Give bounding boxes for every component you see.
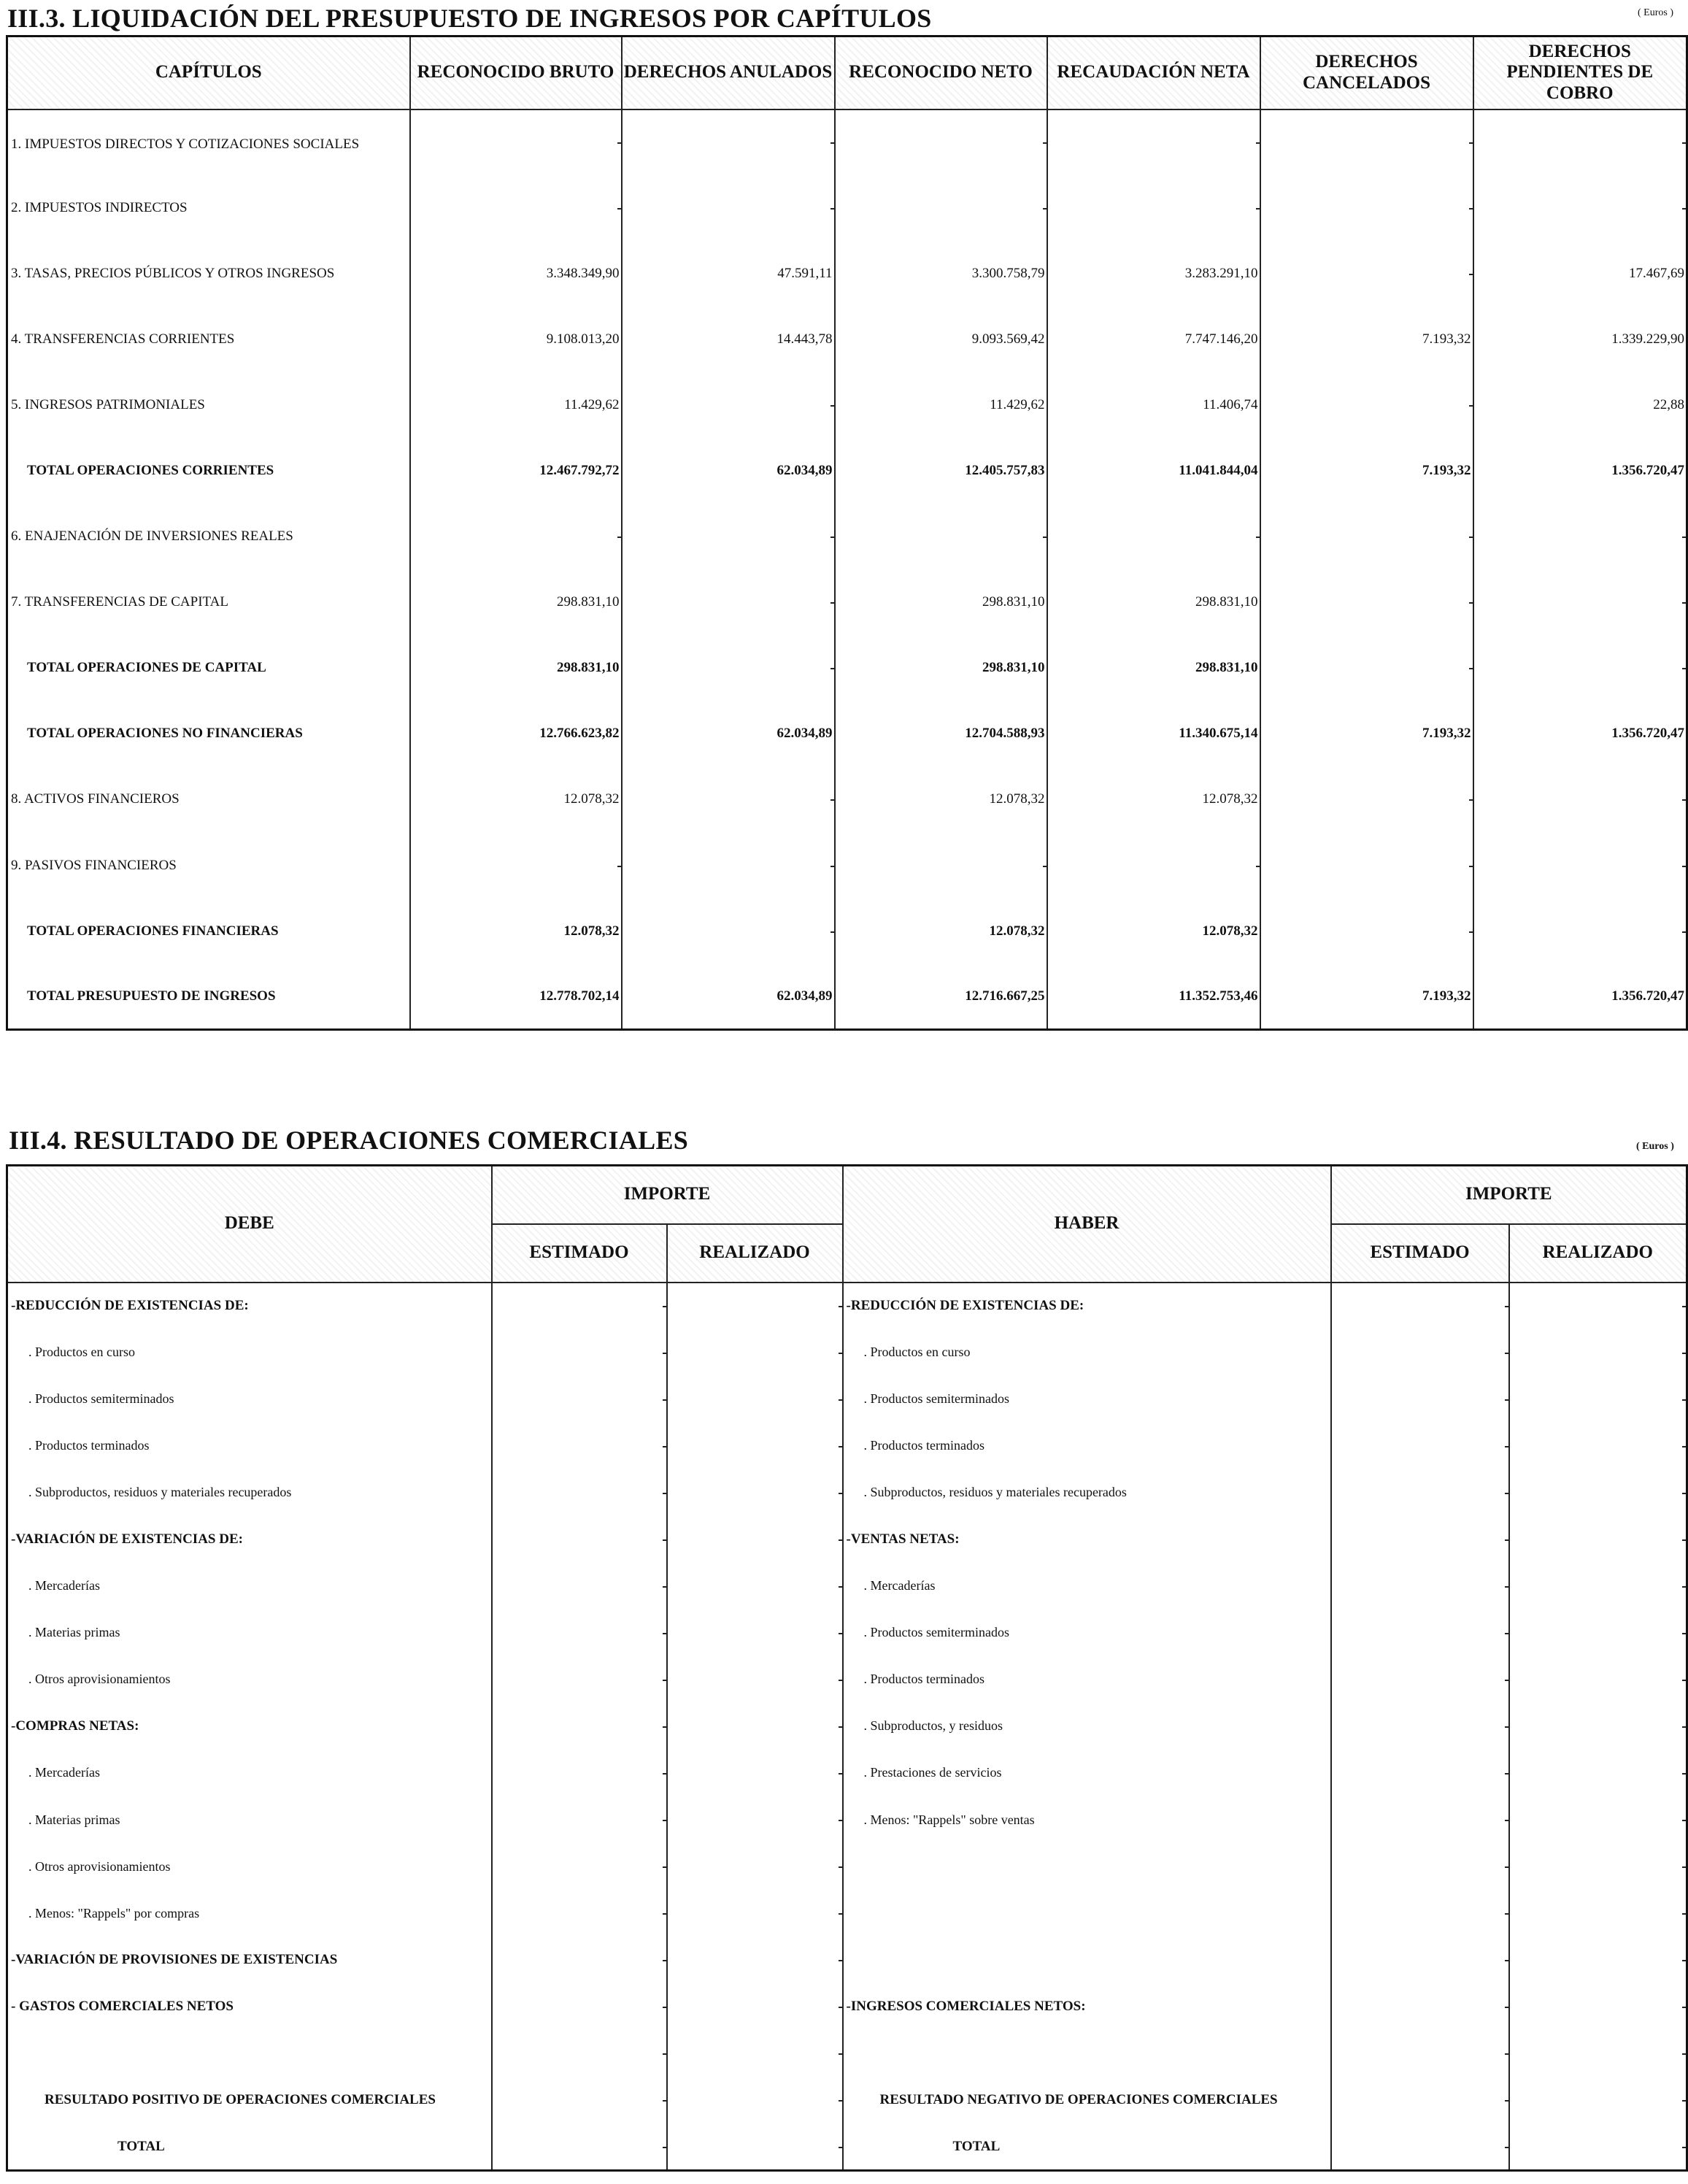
debe-label: -REDUCCIÓN DE EXISTENCIAS DE: bbox=[7, 1283, 492, 1329]
row-label: TOTAL OPERACIONES FINANCIERAS bbox=[7, 899, 410, 964]
cell-value: 12.405.757,83 bbox=[835, 438, 1047, 504]
comerciales-title: III.4. RESULTADO DE OPERACIONES COMERCIALES bbox=[9, 1126, 689, 1155]
haber-label: . Productos semiterminados bbox=[843, 1610, 1331, 1656]
cell-value bbox=[622, 372, 835, 438]
cell-value bbox=[835, 504, 1047, 569]
haber-label bbox=[843, 2030, 1331, 2077]
haber-realizado-cell bbox=[1509, 1610, 1687, 1656]
cell-value bbox=[1260, 504, 1473, 569]
cell-value: 47.591,11 bbox=[622, 241, 835, 307]
debe-estimado-cell bbox=[492, 1563, 667, 1610]
haber-label: . Subproductos, y residuos bbox=[843, 1703, 1331, 1750]
haber-label: -VENTAS NETAS: bbox=[843, 1516, 1331, 1563]
haber-estimado-cell bbox=[1331, 1703, 1509, 1750]
cell-value: 12.078,32 bbox=[835, 766, 1047, 832]
haber-importe-header: IMPORTE bbox=[1331, 1166, 1687, 1224]
debe-estimado-cell bbox=[492, 1610, 667, 1656]
debe-realizado-cell bbox=[667, 1656, 843, 1703]
debe-estimado-cell bbox=[492, 1890, 667, 1937]
cell-value: 9.093.569,42 bbox=[835, 307, 1047, 372]
haber-estimado-cell bbox=[1331, 1843, 1509, 1890]
table-row bbox=[7, 1983, 1687, 2030]
haber-estimado-cell bbox=[1331, 2077, 1509, 2123]
cell-value bbox=[1047, 504, 1260, 569]
col-header-reconocido-neto: RECONOCIDO NETO bbox=[835, 36, 1047, 109]
cell-value: 298.831,10 bbox=[410, 569, 622, 635]
debe-realizado-cell bbox=[667, 1469, 843, 1516]
table-row bbox=[7, 1843, 1687, 1890]
cell-value bbox=[410, 504, 622, 569]
table-row bbox=[7, 2030, 1687, 2077]
col-header-capitulos: CAPÍTULOS bbox=[7, 36, 410, 109]
cell-value: 9.108.013,20 bbox=[410, 307, 622, 372]
debe-estimado-cell bbox=[492, 1750, 667, 1796]
table-row bbox=[7, 1423, 1687, 1469]
cell-value bbox=[1260, 569, 1473, 635]
table-row bbox=[7, 1703, 1687, 1750]
table-row bbox=[7, 701, 1687, 766]
haber-realizado-cell bbox=[1509, 1469, 1687, 1516]
liquidacion-units: ( Euros ) bbox=[1638, 7, 1673, 18]
table-row bbox=[7, 2077, 1687, 2123]
liquidacion-title: III.3. LIQUIDACIÓN DEL PRESUPUESTO DE INGRESOS POR CAPÍTULOS bbox=[7, 4, 932, 33]
debe-estimado-cell bbox=[492, 1796, 667, 1843]
debe-realizado-cell bbox=[667, 1843, 843, 1890]
col-header-reconocido-bruto: RECONOCIDO BRUTO bbox=[410, 36, 622, 109]
haber-realizado-cell bbox=[1509, 1423, 1687, 1469]
cell-value bbox=[835, 833, 1047, 899]
cell-value bbox=[622, 766, 835, 832]
cell-value: 11.406,74 bbox=[1047, 372, 1260, 438]
cell-value: 12.078,32 bbox=[1047, 766, 1260, 832]
comerciales-table bbox=[6, 1164, 1688, 2172]
cell-value bbox=[835, 109, 1047, 175]
debe-label: . Materias primas bbox=[7, 1610, 492, 1656]
haber-realizado-cell bbox=[1509, 1843, 1687, 1890]
cell-value bbox=[1260, 833, 1473, 899]
cell-value: 12.716.667,25 bbox=[835, 964, 1047, 1030]
cell-value: 11.352.753,46 bbox=[1047, 964, 1260, 1030]
debe-realizado-cell bbox=[667, 1329, 843, 1376]
row-label: TOTAL PRESUPUESTO DE INGRESOS bbox=[7, 964, 410, 1030]
debe-estimado-cell bbox=[492, 1423, 667, 1469]
haber-realizado-cell bbox=[1509, 1376, 1687, 1423]
cell-value: 17.467,69 bbox=[1473, 241, 1687, 307]
liquidacion-table bbox=[6, 35, 1688, 1031]
debe-label: RESULTADO POSITIVO DE OPERACIONES COMERCIALES bbox=[7, 2077, 492, 2123]
debe-label: . Mercaderías bbox=[7, 1750, 492, 1796]
table-row bbox=[7, 372, 1687, 438]
debe-realizado-cell bbox=[667, 1750, 843, 1796]
cell-value: 12.078,32 bbox=[410, 899, 622, 964]
cell-value bbox=[1260, 899, 1473, 964]
cell-value bbox=[1260, 109, 1473, 175]
haber-estimado-cell bbox=[1331, 1516, 1509, 1563]
row-label: 4. TRANSFERENCIAS CORRIENTES bbox=[7, 307, 410, 372]
row-label: 5. INGRESOS PATRIMONIALES bbox=[7, 372, 410, 438]
cell-value bbox=[622, 504, 835, 569]
haber-label: TOTAL bbox=[843, 2123, 1331, 2170]
cell-value bbox=[1260, 372, 1473, 438]
debe-estimado-cell bbox=[492, 1329, 667, 1376]
cell-value: 62.034,89 bbox=[622, 701, 835, 766]
debe-realizado-cell bbox=[667, 2077, 843, 2123]
cell-value: 7.747.146,20 bbox=[1047, 307, 1260, 372]
debe-estimado-cell bbox=[492, 1283, 667, 1329]
debe-label: - GASTOS COMERCIALES NETOS bbox=[7, 1983, 492, 2030]
row-label: TOTAL OPERACIONES NO FINANCIERAS bbox=[7, 701, 410, 766]
cell-value: 1.356.720,47 bbox=[1473, 964, 1687, 1030]
cell-value bbox=[1047, 109, 1260, 175]
cell-value: 12.778.702,14 bbox=[410, 964, 622, 1030]
table-row bbox=[7, 307, 1687, 372]
cell-value: 22,88 bbox=[1473, 372, 1687, 438]
haber-estimado-header: ESTIMADO bbox=[1331, 1224, 1509, 1283]
table-row bbox=[7, 1610, 1687, 1656]
row-label: 2. IMPUESTOS INDIRECTOS bbox=[7, 175, 410, 241]
haber-estimado-cell bbox=[1331, 1983, 1509, 2030]
debe-estimado-cell bbox=[492, 1516, 667, 1563]
cell-value: 62.034,89 bbox=[622, 438, 835, 504]
debe-label: -VARIACIÓN DE PROVISIONES DE EXISTENCIAS bbox=[7, 1937, 492, 1983]
table-row bbox=[7, 438, 1687, 504]
haber-label: . Mercaderías bbox=[843, 1563, 1331, 1610]
cell-value bbox=[1473, 109, 1687, 175]
cell-value: 62.034,89 bbox=[622, 964, 835, 1030]
table-row bbox=[7, 1937, 1687, 1983]
cell-value: 12.766.623,82 bbox=[410, 701, 622, 766]
cell-value bbox=[1260, 635, 1473, 701]
haber-realizado-cell bbox=[1509, 1329, 1687, 1376]
cell-value bbox=[1473, 504, 1687, 569]
debe-estimado-cell bbox=[492, 1703, 667, 1750]
haber-header: HABER bbox=[843, 1166, 1331, 1283]
haber-estimado-cell bbox=[1331, 1563, 1509, 1610]
debe-importe-header: IMPORTE bbox=[492, 1166, 843, 1224]
cell-value bbox=[1473, 899, 1687, 964]
cell-value bbox=[622, 109, 835, 175]
table-row bbox=[7, 175, 1687, 241]
haber-estimado-cell bbox=[1331, 1423, 1509, 1469]
debe-label: . Mercaderías bbox=[7, 1563, 492, 1610]
table-row bbox=[7, 1329, 1687, 1376]
comerciales-units: ( Euros ) bbox=[1636, 1141, 1674, 1152]
cell-value: 7.193,32 bbox=[1260, 438, 1473, 504]
row-label: 6. ENAJENACIÓN DE INVERSIONES REALES bbox=[7, 504, 410, 569]
debe-estimado-cell bbox=[492, 1469, 667, 1516]
cell-value bbox=[622, 175, 835, 241]
debe-estimado-cell bbox=[492, 2030, 667, 2077]
debe-realizado-cell bbox=[667, 1516, 843, 1563]
haber-estimado-cell bbox=[1331, 1750, 1509, 1796]
cell-value: 1.356.720,47 bbox=[1473, 701, 1687, 766]
haber-label bbox=[843, 1843, 1331, 1890]
cell-value: 298.831,10 bbox=[835, 569, 1047, 635]
row-label: 8. ACTIVOS FINANCIEROS bbox=[7, 766, 410, 832]
table-row bbox=[7, 2123, 1687, 2170]
haber-realizado-cell bbox=[1509, 1563, 1687, 1610]
haber-label: -REDUCCIÓN DE EXISTENCIAS DE: bbox=[843, 1283, 1331, 1329]
debe-estimado-cell bbox=[492, 2123, 667, 2170]
haber-estimado-cell bbox=[1331, 1329, 1509, 1376]
debe-estimado-cell bbox=[492, 2077, 667, 2123]
haber-estimado-cell bbox=[1331, 1796, 1509, 1843]
cell-value bbox=[1260, 766, 1473, 832]
debe-label: . Subproductos, residuos y materiales recuperados bbox=[7, 1469, 492, 1516]
col-header-derechos-pendientes: DERECHOS PENDIENTES DE COBRO bbox=[1473, 36, 1687, 109]
cell-value bbox=[1473, 569, 1687, 635]
cell-value bbox=[1047, 833, 1260, 899]
cell-value bbox=[1473, 766, 1687, 832]
row-label: 1. IMPUESTOS DIRECTOS Y COTIZACIONES SOCIALES bbox=[7, 109, 410, 175]
debe-label: . Menos: "Rappels" por compras bbox=[7, 1890, 492, 1937]
haber-estimado-cell bbox=[1331, 1656, 1509, 1703]
haber-realizado-cell bbox=[1509, 2030, 1687, 2077]
debe-label: TOTAL bbox=[7, 2123, 492, 2170]
table-row bbox=[7, 109, 1687, 175]
cell-value: 12.078,32 bbox=[835, 899, 1047, 964]
haber-realizado-cell bbox=[1509, 1983, 1687, 2030]
debe-label: . Productos semiterminados bbox=[7, 1376, 492, 1423]
debe-realizado-cell bbox=[667, 1563, 843, 1610]
table-row bbox=[7, 1750, 1687, 1796]
cell-value bbox=[410, 175, 622, 241]
haber-realizado-cell bbox=[1509, 2123, 1687, 2170]
table-row bbox=[7, 635, 1687, 701]
debe-label: . Otros aprovisionamientos bbox=[7, 1656, 492, 1703]
cell-value: 298.831,10 bbox=[1047, 569, 1260, 635]
haber-label bbox=[843, 1890, 1331, 1937]
table-row bbox=[7, 1283, 1687, 1329]
haber-realizado-cell bbox=[1509, 1937, 1687, 1983]
debe-estimado-cell bbox=[492, 1656, 667, 1703]
row-label: TOTAL OPERACIONES CORRIENTES bbox=[7, 438, 410, 504]
table-row bbox=[7, 1890, 1687, 1937]
haber-label: . Productos terminados bbox=[843, 1656, 1331, 1703]
haber-estimado-cell bbox=[1331, 1937, 1509, 1983]
debe-estimado-cell bbox=[492, 1376, 667, 1423]
debe-header: DEBE bbox=[7, 1166, 492, 1283]
cell-value: 11.429,62 bbox=[410, 372, 622, 438]
debe-realizado-cell bbox=[667, 1423, 843, 1469]
cell-value bbox=[1473, 635, 1687, 701]
table-row bbox=[7, 504, 1687, 569]
cell-value bbox=[1260, 241, 1473, 307]
row-label: 3. TASAS, PRECIOS PÚBLICOS Y OTROS INGRESOS bbox=[7, 241, 410, 307]
haber-label: RESULTADO NEGATIVO DE OPERACIONES COMERCIALES bbox=[843, 2077, 1331, 2123]
cell-value bbox=[410, 833, 622, 899]
debe-realizado-cell bbox=[667, 1983, 843, 2030]
cell-value: 298.831,10 bbox=[410, 635, 622, 701]
haber-realizado-cell bbox=[1509, 1656, 1687, 1703]
cell-value: 1.339.229,90 bbox=[1473, 307, 1687, 372]
debe-realizado-cell bbox=[667, 1796, 843, 1843]
haber-realizado-cell bbox=[1509, 2077, 1687, 2123]
debe-label: . Materias primas bbox=[7, 1796, 492, 1843]
row-label: 7. TRANSFERENCIAS DE CAPITAL bbox=[7, 569, 410, 635]
debe-realizado-header: REALIZADO bbox=[667, 1224, 843, 1283]
cell-value: 11.041.844,04 bbox=[1047, 438, 1260, 504]
haber-estimado-cell bbox=[1331, 2030, 1509, 2077]
debe-realizado-cell bbox=[667, 1890, 843, 1937]
haber-label bbox=[843, 1937, 1331, 1983]
debe-label: -VARIACIÓN DE EXISTENCIAS DE: bbox=[7, 1516, 492, 1563]
cell-value bbox=[622, 833, 835, 899]
debe-realizado-cell bbox=[667, 1937, 843, 1983]
cell-value: 12.467.792,72 bbox=[410, 438, 622, 504]
debe-estimado-cell bbox=[492, 1937, 667, 1983]
debe-realizado-cell bbox=[667, 1703, 843, 1750]
haber-label: . Prestaciones de servicios bbox=[843, 1750, 1331, 1796]
cell-value bbox=[1473, 833, 1687, 899]
table-row bbox=[7, 241, 1687, 307]
haber-estimado-cell bbox=[1331, 1469, 1509, 1516]
debe-label: . Otros aprovisionamientos bbox=[7, 1843, 492, 1890]
table-row bbox=[7, 964, 1687, 1030]
haber-estimado-cell bbox=[1331, 2123, 1509, 2170]
debe-realizado-cell bbox=[667, 1283, 843, 1329]
row-label: TOTAL OPERACIONES DE CAPITAL bbox=[7, 635, 410, 701]
debe-label: . Productos en curso bbox=[7, 1329, 492, 1376]
debe-estimado-cell bbox=[492, 1843, 667, 1890]
cell-value: 3.348.349,90 bbox=[410, 241, 622, 307]
haber-label: . Productos en curso bbox=[843, 1329, 1331, 1376]
table-row bbox=[7, 1516, 1687, 1563]
cell-value bbox=[1260, 175, 1473, 241]
haber-realizado-cell bbox=[1509, 1750, 1687, 1796]
haber-estimado-cell bbox=[1331, 1890, 1509, 1937]
cell-value: 1.356.720,47 bbox=[1473, 438, 1687, 504]
cell-value: 11.340.675,14 bbox=[1047, 701, 1260, 766]
haber-label: . Productos semiterminados bbox=[843, 1376, 1331, 1423]
table-row bbox=[7, 1376, 1687, 1423]
debe-label bbox=[7, 2030, 492, 2077]
cell-value: 14.443,78 bbox=[622, 307, 835, 372]
table-row bbox=[7, 1563, 1687, 1610]
table-row bbox=[7, 1796, 1687, 1843]
haber-realizado-cell bbox=[1509, 1516, 1687, 1563]
cell-value: 3.300.758,79 bbox=[835, 241, 1047, 307]
haber-label: . Menos: "Rappels" sobre ventas bbox=[843, 1796, 1331, 1843]
cell-value bbox=[835, 175, 1047, 241]
cell-value: 12.704.588,93 bbox=[835, 701, 1047, 766]
debe-realizado-cell bbox=[667, 2123, 843, 2170]
cell-value bbox=[1047, 175, 1260, 241]
table-row bbox=[7, 569, 1687, 635]
haber-realizado-cell bbox=[1509, 1283, 1687, 1329]
table-row bbox=[7, 766, 1687, 832]
cell-value bbox=[410, 109, 622, 175]
cell-value: 298.831,10 bbox=[835, 635, 1047, 701]
row-label: 9. PASIVOS FINANCIEROS bbox=[7, 833, 410, 899]
haber-label: . Productos terminados bbox=[843, 1423, 1331, 1469]
haber-label: -INGRESOS COMERCIALES NETOS: bbox=[843, 1983, 1331, 2030]
cell-value: 11.429,62 bbox=[835, 372, 1047, 438]
cell-value: 7.193,32 bbox=[1260, 701, 1473, 766]
cell-value: 7.193,32 bbox=[1260, 307, 1473, 372]
debe-estimado-cell bbox=[492, 1983, 667, 2030]
haber-realizado-header: REALIZADO bbox=[1509, 1224, 1687, 1283]
table-row bbox=[7, 899, 1687, 964]
haber-estimado-cell bbox=[1331, 1610, 1509, 1656]
haber-estimado-cell bbox=[1331, 1283, 1509, 1329]
table-row bbox=[7, 833, 1687, 899]
col-header-derechos-anulados: DERECHOS ANULADOS bbox=[622, 36, 835, 109]
cell-value bbox=[622, 635, 835, 701]
debe-label: -COMPRAS NETAS: bbox=[7, 1703, 492, 1750]
cell-value: 3.283.291,10 bbox=[1047, 241, 1260, 307]
haber-realizado-cell bbox=[1509, 1703, 1687, 1750]
debe-realizado-cell bbox=[667, 1610, 843, 1656]
col-header-derechos-cancelados: DERECHOS CANCELADOS bbox=[1260, 36, 1473, 109]
table-row bbox=[7, 1469, 1687, 1516]
debe-label: . Productos terminados bbox=[7, 1423, 492, 1469]
cell-value: 12.078,32 bbox=[1047, 899, 1260, 964]
haber-label: . Subproductos, residuos y materiales recuperados bbox=[843, 1469, 1331, 1516]
debe-estimado-header: ESTIMADO bbox=[492, 1224, 667, 1283]
debe-realizado-cell bbox=[667, 1376, 843, 1423]
haber-estimado-cell bbox=[1331, 1376, 1509, 1423]
debe-realizado-cell bbox=[667, 2030, 843, 2077]
cell-value bbox=[622, 569, 835, 635]
col-header-recaudacion-neta: RECAUDACIÓN NETA bbox=[1047, 36, 1260, 109]
cell-value: 12.078,32 bbox=[410, 766, 622, 832]
cell-value bbox=[622, 899, 835, 964]
table-row bbox=[7, 1656, 1687, 1703]
cell-value bbox=[1473, 175, 1687, 241]
haber-realizado-cell bbox=[1509, 1796, 1687, 1843]
cell-value: 298.831,10 bbox=[1047, 635, 1260, 701]
cell-value: 7.193,32 bbox=[1260, 964, 1473, 1030]
haber-realizado-cell bbox=[1509, 1890, 1687, 1937]
